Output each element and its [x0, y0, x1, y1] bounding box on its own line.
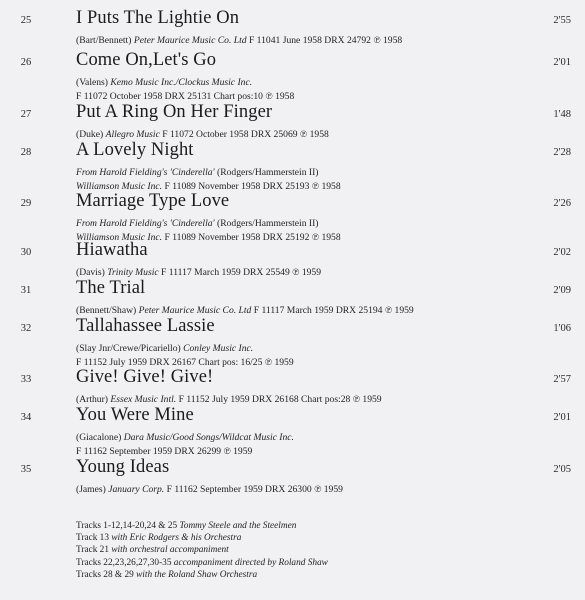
track-duration: 2'05 [553, 464, 571, 475]
info-segment: F 11072 October 1958 DRX 25131 Chart pos:10 ℗ 1958 [76, 91, 295, 102]
info-segment: Track 21 [76, 545, 109, 556]
info-segment: Tommy Steele and the Steelmen [179, 521, 297, 531]
info-segment: with orchestral accompaniment [111, 545, 229, 556]
track-number: 26 [20, 57, 32, 68]
track-number: 29 [20, 198, 32, 209]
info-segment: Tracks 28 & 29 [76, 569, 134, 580]
info-segment: with the Roland Shaw Orchestra [136, 569, 258, 580]
track-credits-line [76, 305, 414, 316]
info-segment: F 11089 November 1958 DRX 25192 ℗ 1958 [164, 232, 341, 243]
credits-note-line [76, 544, 328, 556]
info-segment: Trinity Music [107, 267, 159, 278]
track-credits-line [76, 35, 402, 46]
track-title: You Were Mine [76, 405, 194, 425]
info-segment: F 11162 September 1959 DRX 26299 ℗ 1959 [76, 446, 253, 457]
info-segment: (Bennett/Shaw) [76, 305, 137, 316]
track-duration: 1'48 [553, 109, 571, 120]
credits-note-line [76, 520, 328, 532]
info-segment: F 11152 July 1959 DRX 26168 Chart pos:28 ℗ 1959 [178, 394, 382, 405]
info-segment: Dara Music/Good Songs/Wildcat Music Inc. [123, 432, 294, 443]
info-segment: (Davis) [76, 267, 105, 278]
track-duration: 2'28 [553, 147, 571, 158]
info-segment: Tracks 1-12,14-20,24 & 25 [76, 521, 178, 531]
info-segment: Track 13 [76, 533, 109, 544]
info-segment: (Duke) [76, 129, 104, 140]
track-title: Hiawatha [76, 240, 148, 260]
info-segment: (Rodgers/Hammerstein II) [217, 167, 319, 178]
track-credits-line [76, 343, 253, 354]
info-segment: F 11089 November 1958 DRX 25193 ℗ 1958 [164, 181, 341, 192]
info-segment: Kemo Music Inc./Clockus Music Inc. [110, 77, 253, 88]
track-title: Put A Ring On Her Finger [76, 102, 273, 122]
track-title: Give! Give! Give! [76, 367, 214, 387]
track-title: A Lovely Night [76, 140, 194, 160]
track-title: Come On,Let's Go [76, 50, 217, 70]
track-title: I Puts The Lightie On [76, 8, 240, 28]
info-segment: (Valens) [76, 77, 108, 88]
track-number: 34 [20, 412, 32, 423]
track-duration: 2'26 [553, 198, 571, 209]
track-number: 28 [20, 147, 32, 158]
track-number: 27 [20, 109, 32, 120]
info-segment: F 11117 March 1959 DRX 25549 ℗ 1959 [161, 267, 322, 278]
info-segment: (Slay Jnr/Crewe/Picariello) [76, 343, 181, 354]
track-credits-line [76, 432, 294, 443]
track-duration: 2'01 [553, 57, 571, 68]
track-credits-line [76, 267, 321, 278]
info-segment: Williamson Music Inc. [76, 181, 163, 192]
info-segment: (Rodgers/Hammerstein II) [217, 218, 319, 229]
track-credits-line [76, 167, 319, 178]
track-title: Young Ideas [76, 457, 170, 477]
track-number: 30 [20, 247, 32, 258]
track-duration: 2'57 [553, 374, 571, 385]
info-segment: F 11117 March 1959 DRX 25194 ℗ 1959 [253, 305, 414, 316]
info-segment: F 11162 September 1959 DRX 26300 ℗ 1959 [166, 484, 343, 495]
track-number: 32 [20, 323, 32, 334]
info-segment: (James) [76, 484, 106, 495]
info-segment: January Corp. [108, 484, 165, 495]
track-credits-line [76, 394, 382, 405]
track-number: 31 [20, 285, 32, 296]
track-number: 25 [20, 15, 32, 26]
info-segment: Allegro Music [105, 129, 160, 140]
track-duration: 1'06 [553, 323, 571, 334]
info-segment: F 11041 June 1958 DRX 24792 ℗ 1958 [248, 35, 403, 46]
track-credits-line [76, 484, 343, 495]
track-credits-line [76, 77, 252, 88]
info-segment: F 11152 July 1959 DRX 26167 Chart pos: 16/25 ℗ 1959 [76, 357, 294, 368]
track-credits-line [76, 91, 294, 102]
credits-notes [76, 520, 328, 581]
info-segment: From Harold Fielding's 'Cinderella' [76, 167, 215, 178]
info-segment: (Giacalone) [76, 432, 122, 443]
info-segment: Conley Music Inc. [183, 343, 254, 354]
info-segment: Tracks 22,23,26,27,30-35 [76, 557, 172, 568]
info-segment: Peter Maurice Music Co. Ltd [133, 35, 247, 46]
credits-note-line [76, 569, 328, 581]
track-credits-line [76, 218, 319, 229]
info-segment: Essex Music Intl. [110, 394, 177, 405]
info-segment: (Arthur) [76, 394, 108, 405]
track-title: Tallahassee Lassie [76, 316, 215, 336]
track-duration: 2'55 [553, 15, 571, 26]
info-segment: Williamson Music Inc. [76, 232, 163, 243]
info-segment: (Bart/Bennett) [76, 35, 132, 46]
track-title: Marriage Type Love [76, 191, 230, 211]
track-credits-line [76, 446, 252, 457]
track-duration: 2'02 [553, 247, 571, 258]
info-segment: with Eric Rodgers & his Orchestra [111, 533, 242, 544]
track-number: 35 [20, 464, 32, 475]
credits-note-line [76, 557, 328, 569]
track-credits-line [76, 129, 329, 140]
track-duration: 2'01 [553, 412, 571, 423]
track-title: The Trial [76, 278, 146, 298]
credits-note-line [76, 532, 328, 544]
track-duration: 2'09 [553, 285, 571, 296]
info-segment: From Harold Fielding's 'Cinderella' [76, 218, 215, 229]
info-segment: Peter Maurice Music Co. Ltd [138, 305, 252, 316]
track-number: 33 [20, 374, 32, 385]
info-segment: accompaniment directed by Roland Shaw [173, 557, 328, 568]
info-segment: F 11072 October 1958 DRX 25069 ℗ 1958 [162, 129, 329, 140]
